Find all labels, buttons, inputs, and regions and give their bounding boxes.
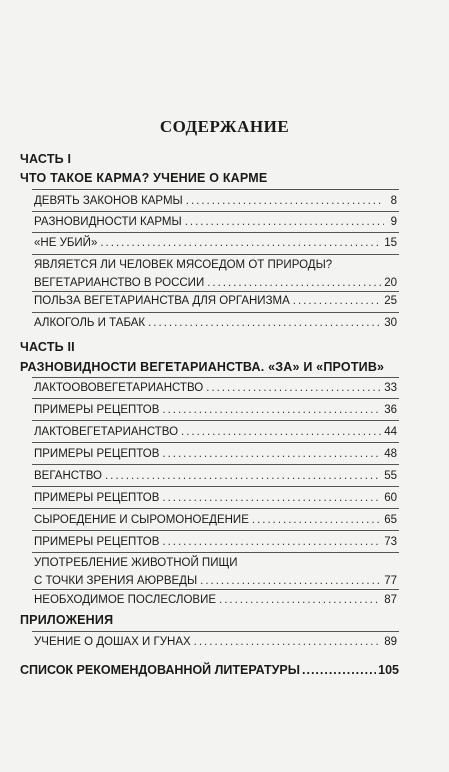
- toc-entry[interactable]: [34, 425, 397, 440]
- toc-entry-page: 36: [384, 404, 397, 416]
- leader-dots: [252, 513, 381, 528]
- toc-entry[interactable]: [34, 381, 397, 396]
- toc-entry-title: ПРИМЕРЫ РЕЦЕПТОВ: [34, 404, 160, 416]
- divider: [32, 232, 399, 233]
- divider: [32, 464, 399, 465]
- toc-entry[interactable]: [34, 593, 397, 608]
- toc-entry-page: 48: [384, 448, 397, 460]
- toc-entry[interactable]: [34, 535, 397, 550]
- toc-entry-title: ПОЛЬЗА ВЕГЕТАРИАНСТВА ДЛЯ ОРГАНИЗМА: [34, 295, 290, 307]
- divider: [32, 420, 399, 421]
- toc-entry-title: ПРИМЕРЫ РЕЦЕПТОВ: [34, 448, 160, 460]
- divider: [32, 189, 399, 190]
- toc-entry-title: РАЗНОВИДНОСТИ КАРМЫ: [34, 216, 182, 228]
- toc-entry[interactable]: [34, 491, 397, 506]
- toc-entry-title-line1: УПОТРЕБЛЕНИЕ ЖИВОТНОЙ ПИЩИ: [34, 557, 238, 569]
- toc-entry-page: 8: [390, 195, 397, 207]
- divider: [32, 589, 399, 590]
- toc-entry[interactable]: [34, 316, 397, 331]
- toc-entry-title: ДЕВЯТЬ ЗАКОНОВ КАРМЫ: [34, 195, 183, 207]
- leader-dots: [293, 294, 381, 309]
- toc-entry[interactable]: [34, 403, 397, 418]
- leader-dots: [186, 194, 384, 209]
- toc-entry[interactable]: [34, 635, 397, 650]
- page-title: СОДЕРЖАНИЕ: [159, 117, 290, 136]
- toc-entry[interactable]: [34, 469, 397, 484]
- part1-label: ЧАСТЬ I: [20, 152, 72, 166]
- leader-dots: [100, 236, 381, 251]
- divider: [32, 486, 399, 487]
- toc-entry[interactable]: [34, 513, 397, 528]
- toc-entry-title: ВЕГАНСТВО: [34, 470, 102, 482]
- toc-entry-page: 20: [384, 277, 397, 289]
- toc-entry-title: АЛКОГОЛЬ И ТАБАК: [34, 317, 146, 329]
- leader-dots: [162, 403, 381, 418]
- leader-dots: [162, 447, 381, 462]
- toc-entry-page: 60: [384, 492, 397, 504]
- toc-entry-page: 25: [384, 295, 397, 307]
- toc-entry-page: 73: [384, 536, 397, 548]
- part2-label: ЧАСТЬ II: [20, 340, 75, 354]
- leader-dots: [200, 574, 381, 589]
- toc-entry-page: 15: [384, 237, 397, 249]
- toc-entry-page: 44: [384, 426, 397, 438]
- toc-entry-title: СЫРОЕДЕНИЕ И СЫРОМОНОЕДЕНИЕ: [34, 514, 249, 526]
- divider: [32, 631, 399, 632]
- toc-entry-page: 77: [384, 575, 397, 587]
- leader-dots: [194, 635, 382, 650]
- divider: [32, 377, 399, 378]
- toc-entry[interactable]: [34, 194, 397, 209]
- divider: [32, 312, 399, 313]
- bibliography-page: 105: [378, 663, 399, 677]
- leader-dots: [181, 425, 381, 440]
- toc-entry-title: ПРИМЕРЫ РЕЦЕПТОВ: [34, 536, 160, 548]
- appendix-heading: ПРИЛОЖЕНИЯ: [20, 613, 114, 627]
- toc-entry-title: УЧЕНИЕ О ДОШАХ И ГУНАХ: [34, 636, 191, 648]
- toc-entry-page: 33: [384, 382, 397, 394]
- toc-entry[interactable]: [34, 294, 397, 309]
- bibliography-entry[interactable]: [20, 663, 399, 677]
- divider: [32, 398, 399, 399]
- leader-dots: [162, 535, 381, 550]
- divider: [32, 291, 399, 292]
- leader-dots: [162, 491, 381, 506]
- leader-dots: [105, 469, 381, 484]
- toc-entry[interactable]: [34, 215, 397, 230]
- part2-heading: РАЗНОВИДНОСТИ ВЕГЕТАРИАНСТВА. «ЗА» И «ПРОТИВ»: [20, 360, 385, 374]
- leader-dots: [148, 316, 381, 331]
- toc-entry-title: С ТОЧКИ ЗРЕНИЯ АЮРВЕДЫ: [34, 575, 198, 587]
- bibliography-title: СПИСОК РЕКОМЕНДОВАННОЙ ЛИТЕРАТУРЫ: [20, 663, 300, 677]
- toc-entry-title: ЛАКТОВЕГЕТАРИАНСТВО: [34, 426, 179, 438]
- toc-entry-title-line1: ЯВЛЯЕТСЯ ЛИ ЧЕЛОВЕК МЯСОЕДОМ ОТ ПРИРОДЫ?: [34, 259, 333, 271]
- leader-dots: [206, 381, 381, 396]
- leader-dots: [219, 593, 381, 608]
- toc-entry-title: ВЕГЕТАРИАНСТВО В РОССИИ: [34, 277, 205, 289]
- toc-entry[interactable]: [34, 258, 397, 291]
- toc-entry-page: 9: [390, 216, 397, 228]
- divider: [32, 552, 399, 553]
- toc-entry-page: 87: [384, 594, 397, 606]
- divider: [32, 530, 399, 531]
- divider: [32, 254, 399, 255]
- toc-entry-title: ЛАКТООВОВЕГЕТАРИАНСТВО: [34, 382, 204, 394]
- toc-entry-title: НЕОБХОДИМОЕ ПОСЛЕСЛОВИЕ: [34, 594, 217, 606]
- toc-entry-page: 30: [384, 317, 397, 329]
- divider: [32, 211, 399, 212]
- toc-entry-title: «НЕ УБИЙ»: [34, 237, 98, 249]
- toc-entry-page: 89: [384, 636, 397, 648]
- leader-dots: [302, 663, 376, 677]
- toc-entry-page: 65: [384, 514, 397, 526]
- toc-entry[interactable]: [34, 236, 397, 251]
- divider: [32, 442, 399, 443]
- leader-dots: [185, 215, 384, 230]
- toc-entry-title: ПРИМЕРЫ РЕЦЕПТОВ: [34, 492, 160, 504]
- divider: [32, 508, 399, 509]
- part1-heading: ЧТО ТАКОЕ КАРМА? УЧЕНИЕ О КАРМЕ: [20, 171, 268, 185]
- toc-entry[interactable]: [34, 447, 397, 462]
- toc-entry-page: 55: [384, 470, 397, 482]
- toc-entry[interactable]: [34, 556, 397, 589]
- leader-dots: [207, 276, 381, 291]
